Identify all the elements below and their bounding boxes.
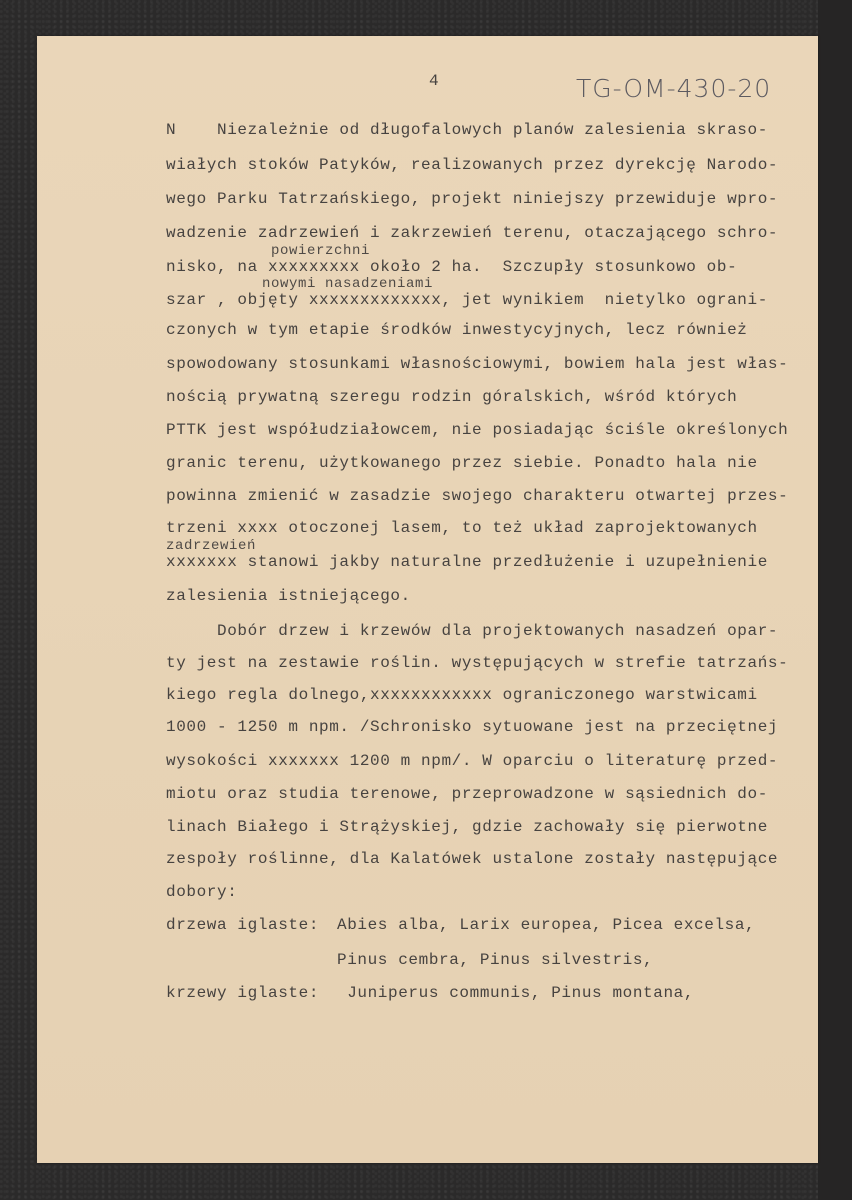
text-line: wysokości xxxxxxx 1200 m npm/. W oparciu o literaturę przed- bbox=[166, 752, 779, 770]
species-values: Juniperus communis, Pinus montana, bbox=[337, 984, 695, 1002]
text-line: zespoły roślinne, dla Kalatówek ustalone zostały następujące bbox=[166, 850, 779, 868]
text-line: kiego regla dolnego,xxxxxxxxxxxx ograniczonego warstwicami bbox=[166, 686, 758, 704]
species-values: Abies alba, Larix europea, Picea excelsa, bbox=[337, 916, 756, 934]
handwritten-insertion: powierzchni bbox=[271, 243, 371, 259]
background-strip bbox=[818, 0, 852, 1200]
text-line: wadzenie zadrzewień i zakrzewień terenu, otaczającego schro- bbox=[166, 224, 779, 242]
text-line: 1000 - 1250 m npm. /Schronisko sytuowane jest na przeciętnej bbox=[166, 718, 779, 736]
text-line: PTTK jest współudziałowcem, nie posiadając ściśle określonych bbox=[166, 421, 789, 439]
text-line: dobory: bbox=[166, 883, 238, 901]
text-line: xxxxxxx stanowi jakby naturalne przedłużenie i uzupełnienie bbox=[166, 553, 768, 571]
species-label: drzewa iglaste: bbox=[166, 916, 320, 934]
text-line: spowodowany stosunkami własnościowymi, bowiem hala jest włas- bbox=[166, 355, 789, 373]
text-line: linach Białego i Strążyskiej, gdzie zachowały się pierwotne bbox=[166, 818, 768, 836]
text-line: zalesienia istniejącego. bbox=[166, 587, 411, 605]
text-line: granic terenu, użytkowanego przez siebie. Ponadto hala nie bbox=[166, 454, 758, 472]
text-line: Dobór drzew i krzewów dla projektowanych nasadzeń opar- bbox=[166, 622, 779, 640]
text-line: trzeni xxxx otoczonej lasem, to też układ zaprojektowanych bbox=[166, 519, 758, 537]
text-line: ty jest na zestawie roślin. występujących w strefie tatrzańs- bbox=[166, 654, 789, 672]
page-number: 4 bbox=[429, 72, 439, 90]
archive-signature: TG-OM-430-20 bbox=[576, 74, 772, 103]
typed-insertion: nowymi nasadzeniami bbox=[262, 276, 434, 292]
text-line: nością prywatną szeregu rodzin góralskich, wśród których bbox=[166, 388, 738, 406]
text-line: powinna zmienić w zasadzie swojego charakteru otwartej przes- bbox=[166, 487, 789, 505]
typed-insertion: zadrzewień bbox=[166, 538, 257, 554]
text-line: nisko, na xxxxxxxxx około 2 ha. Szczupły stosunkowo ob- bbox=[166, 258, 738, 276]
text-line: wiałych stoków Patyków, realizowanych przez dyrekcję Narodo- bbox=[166, 156, 779, 174]
text-line: szar , objęty xxxxxxxxxxxxx, jet wynikiem nietylko ograni- bbox=[166, 291, 768, 309]
text-line: miotu oraz studia terenowe, przeprowadzone w sąsiednich do- bbox=[166, 785, 768, 803]
text-line: czonych w tym etapie środków inwestycyjnych, lecz również bbox=[166, 321, 748, 339]
text-line: N Niezależnie od długofalowych planów zalesienia skraso- bbox=[166, 121, 768, 139]
species-label: krzewy iglaste: bbox=[166, 984, 320, 1002]
species-values: Pinus cembra, Pinus silvestris, bbox=[337, 951, 654, 969]
text-line: wego Parku Tatrzańskiego, projekt niniejszy przewiduje wpro- bbox=[166, 190, 779, 208]
